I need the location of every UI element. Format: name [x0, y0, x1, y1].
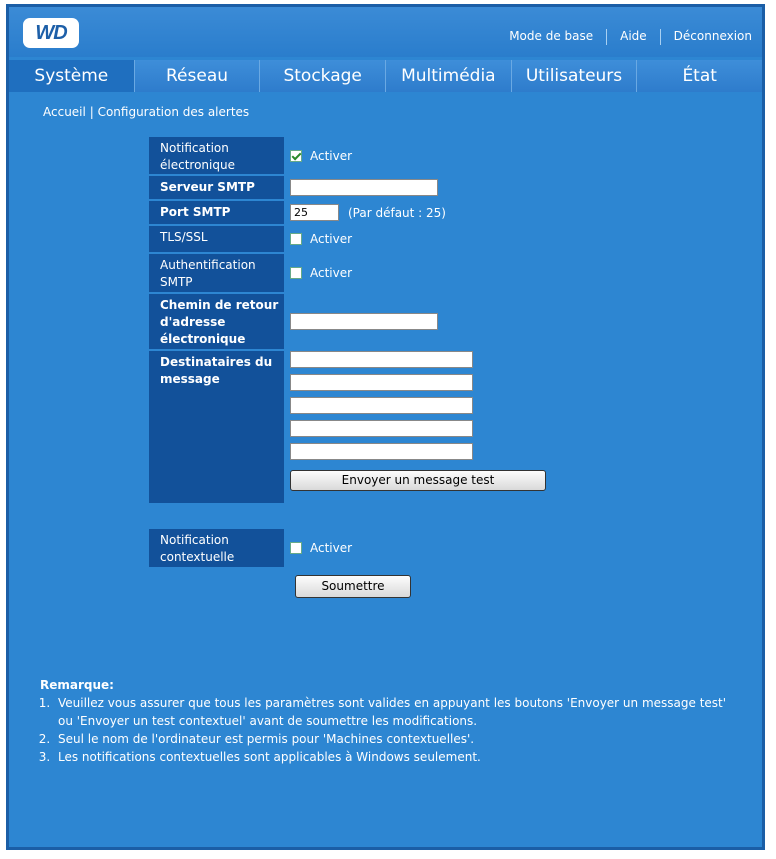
remark-item: 2. Seul le nom de l'ordinateur est permis pour 'Machines contextuelles'.: [54, 730, 740, 748]
tab-status[interactable]: État: [636, 60, 762, 92]
tab-network[interactable]: Réseau: [134, 60, 260, 92]
breadcrumb-current: Configuration des alertes: [97, 105, 250, 119]
return-path-row: [149, 294, 609, 349]
smtp-port-row: [149, 201, 609, 224]
main-nav: [9, 60, 762, 92]
smtp-auth-label: Authentification SMTP: [149, 254, 284, 292]
recipient-input-3[interactable]: [290, 397, 473, 414]
remarks: [40, 678, 740, 766]
divider: [606, 29, 607, 45]
breadcrumb: [43, 105, 249, 119]
recipient-input-4[interactable]: [290, 420, 473, 437]
send-test-message-button[interactable]: Envoyer un message test: [290, 470, 546, 491]
popup-notification-row: [149, 529, 609, 567]
smtp-auth-row: [149, 254, 609, 292]
top-links: [509, 29, 752, 45]
breadcrumb-separator: |: [89, 105, 94, 119]
tab-multimedia[interactable]: Multimédia: [385, 60, 511, 92]
smtp-server-row: [149, 176, 609, 199]
popup-notification-label: Notification contextuelle: [149, 529, 284, 567]
divider: [660, 29, 661, 45]
smtp-port-label: Port SMTP: [149, 201, 284, 224]
smtp-port-hint: (Par défaut : 25): [348, 205, 446, 220]
remark-item: 3. Les notifications contextuelles sont applicables à Windows seulement.: [54, 748, 740, 766]
tls-ssl-checkbox[interactable]: [290, 233, 302, 245]
popup-notification-checkbox[interactable]: [290, 542, 302, 554]
smtp-auth-checkbox[interactable]: [290, 267, 302, 279]
smtp-server-input[interactable]: [290, 179, 438, 196]
email-notification-checkbox-label: Activer: [310, 148, 353, 163]
breadcrumb-home[interactable]: Accueil: [43, 105, 86, 119]
remark-item: 1. Veuillez vous assurer que tous les paramètres sont valides en appuyant les boutons 'Envoyer un message test' ou 'Envoyer un test contextuel' avant de soumettre les modifications.: [54, 694, 740, 730]
recipient-input-2[interactable]: [290, 374, 473, 391]
tab-users[interactable]: Utilisateurs: [511, 60, 637, 92]
recipients-label: Destinataires du message: [149, 351, 284, 503]
tls-ssl-row: [149, 226, 609, 252]
help-link[interactable]: Aide: [620, 29, 647, 43]
smtp-server-label: Serveur SMTP: [149, 176, 284, 199]
popup-notification-checkbox-label: Activer: [310, 541, 353, 555]
email-notification-checkbox[interactable]: [290, 150, 302, 162]
return-path-label: Chemin de retour d'adresse électronique: [149, 294, 284, 349]
alert-config-form: [149, 137, 609, 598]
smtp-port-input[interactable]: [290, 204, 339, 221]
logout-link[interactable]: Déconnexion: [673, 29, 752, 43]
email-notification-row: [149, 137, 609, 174]
tls-ssl-label: TLS/SSL: [149, 226, 284, 252]
tls-ssl-checkbox-label: Activer: [310, 232, 353, 246]
app-frame: [6, 4, 765, 850]
email-notification-label: Notification électronique: [149, 137, 284, 174]
return-path-input[interactable]: [290, 313, 438, 330]
recipients-row: [149, 351, 609, 503]
recipient-input-5[interactable]: [290, 443, 473, 460]
tab-system[interactable]: Système: [9, 60, 134, 92]
wd-logo: WD: [23, 18, 79, 48]
remarks-title: Remarque:: [40, 678, 114, 692]
basic-mode-link[interactable]: Mode de base: [509, 29, 594, 43]
smtp-auth-checkbox-label: Activer: [310, 266, 353, 280]
submit-button[interactable]: Soumettre: [295, 575, 411, 598]
header: [9, 7, 762, 57]
recipient-input-1[interactable]: [290, 351, 473, 368]
tab-storage[interactable]: Stockage: [259, 60, 385, 92]
